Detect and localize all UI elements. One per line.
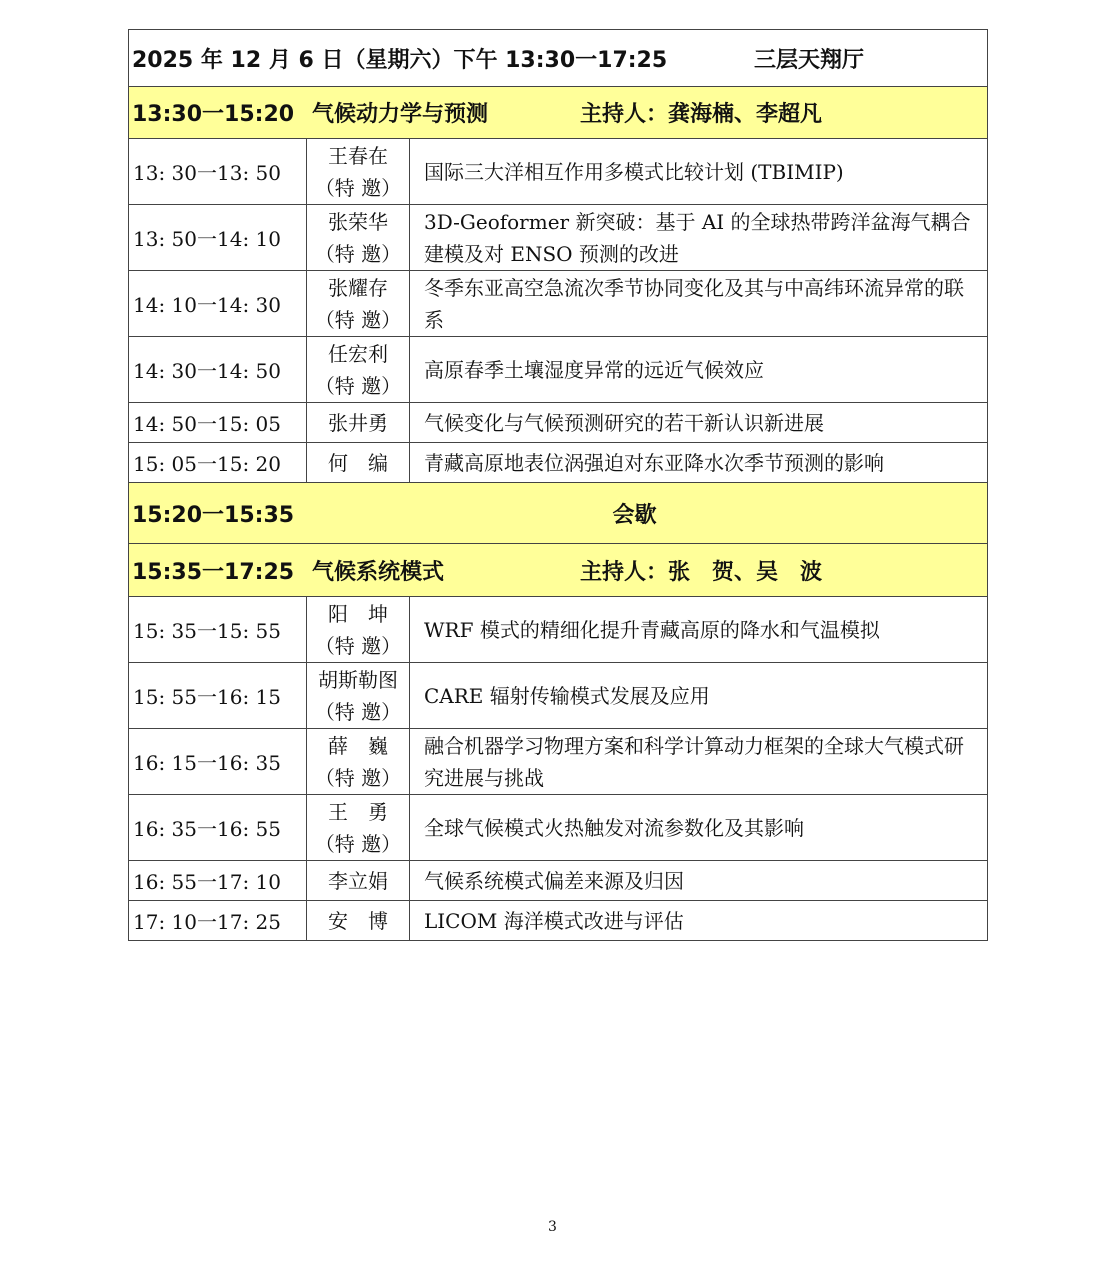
talk-speaker-cell [307, 861, 410, 900]
talk-row [129, 205, 987, 271]
speaker-name: 王 勇 [328, 799, 388, 824]
session-title: 气候系统模式 [312, 559, 445, 585]
talk-speaker-cell [307, 597, 410, 662]
talk-time: 14: 10一14: 30 [129, 271, 307, 336]
speaker-name: 张井勇 [328, 410, 388, 435]
talk-speaker-cell [307, 901, 410, 940]
invited-tag: （特 邀） [314, 175, 402, 200]
talk-title: 国际三大洋相互作用多模式比较计划 (TBIMIP) [424, 159, 844, 184]
invited-tag: （特 邀） [314, 633, 402, 658]
talk-time: 13: 50一14: 10 [129, 205, 307, 270]
talk-speaker-cell [307, 337, 410, 402]
speaker-name: 阳 坤 [328, 601, 388, 626]
session-hosts: 主持人：张 贺、吴 波 [580, 559, 823, 585]
talk-time: 14: 30一14: 50 [129, 337, 307, 402]
talk-row [129, 271, 987, 337]
talk-time: 16: 35一16: 55 [129, 795, 307, 860]
talk-title: 3D-Geoformer 新突破：基于 AI 的全球热带跨洋盆海气耦合建模及对 ENSO 预测的改进 [424, 209, 971, 266]
talk-title: 冬季东亚高空急流次季节协同变化及其与中高纬环流异常的联系 [424, 275, 964, 332]
page-number: 3 [548, 1219, 557, 1235]
talk-time: 15: 55一16: 15 [129, 663, 307, 728]
invited-tag: （特 邀） [314, 241, 402, 266]
date-line: 2025 年 12 月 6 日（星期六）下午 13:30一17:25 [132, 47, 668, 73]
invited-tag: （特 邀） [314, 831, 402, 856]
talk-title: LICOM 海洋模式改进与评估 [424, 908, 684, 933]
speaker-name: 张荣华 [328, 209, 388, 234]
talk-time: 15: 35一15: 55 [129, 597, 307, 662]
talk-row [129, 597, 987, 663]
invited-tag: （特 邀） [314, 765, 402, 790]
break-row [129, 483, 987, 544]
talk-title: 全球气候模式火热触发对流参数化及其影响 [424, 815, 804, 840]
invited-tag: （特 邀） [314, 699, 402, 724]
speaker-name: 张耀存 [328, 275, 388, 300]
talk-row [129, 139, 987, 205]
talk-time: 13: 30一13: 50 [129, 139, 307, 204]
talk-speaker-cell [307, 271, 410, 336]
talk-time: 15: 05一15: 20 [129, 443, 307, 482]
talk-row [129, 443, 987, 483]
speaker-name: 李立娟 [328, 868, 388, 893]
talk-speaker-cell [307, 205, 410, 270]
speaker-name: 何 编 [328, 450, 388, 475]
invited-tag: （特 邀） [314, 373, 402, 398]
talk-row [129, 663, 987, 729]
talk-title: 气候变化与气候预测研究的若干新认识新进展 [424, 410, 824, 435]
invited-tag: （特 邀） [314, 307, 402, 332]
session-title: 气候动力学与预测 [312, 102, 489, 127]
talk-title: WRF 模式的精细化提升青藏高原的降水和气温模拟 [424, 617, 880, 642]
talk-time: 17: 10一17: 25 [129, 901, 307, 940]
talk-row [129, 729, 987, 795]
speaker-name: 王春在 [328, 143, 388, 168]
talk-title: 高原春季土壤湿度异常的远近气候效应 [424, 357, 764, 382]
talk-time: 16: 15一16: 35 [129, 729, 307, 794]
session-hosts: 主持人：龚海楠、李超凡 [580, 102, 823, 127]
talk-row [129, 861, 987, 901]
speaker-name: 胡斯勒图 [318, 667, 398, 692]
talk-row [129, 337, 987, 403]
talk-row [129, 901, 987, 941]
speaker-name: 安 博 [328, 908, 388, 933]
session-time: 15:35一17:25 [132, 559, 295, 585]
talk-row [129, 795, 987, 861]
speaker-name: 薛 巍 [328, 733, 388, 758]
venue: 三层天翔厅 [754, 47, 865, 73]
break-time: 15:20一15:35 [132, 502, 295, 528]
break-label: 会歇 [612, 502, 657, 528]
talk-time: 16: 55一17: 10 [129, 861, 307, 900]
schedule-table [128, 29, 988, 941]
talk-title: CARE 辐射传输模式发展及应用 [424, 683, 710, 708]
talk-title: 青藏高原地表位涡强迫对东亚降水次季节预测的影响 [424, 450, 884, 475]
talk-row [129, 403, 987, 443]
talk-speaker-cell [307, 795, 410, 860]
talk-speaker-cell [307, 443, 410, 482]
session-header [129, 544, 987, 597]
session-time: 13:30一15:20 [132, 102, 295, 127]
speaker-name: 任宏利 [328, 341, 388, 366]
talk-speaker-cell [307, 403, 410, 442]
talk-speaker-cell [307, 729, 410, 794]
talk-title: 融合机器学习物理方案和科学计算动力框架的全球大气模式研究进展与挑战 [424, 733, 964, 790]
talk-speaker-cell [307, 139, 410, 204]
session-header [129, 87, 987, 139]
schedule-header [129, 30, 987, 87]
talk-speaker-cell [307, 663, 410, 728]
talk-title: 气候系统模式偏差来源及归因 [424, 868, 684, 893]
talk-time: 14: 50一15: 05 [129, 403, 307, 442]
